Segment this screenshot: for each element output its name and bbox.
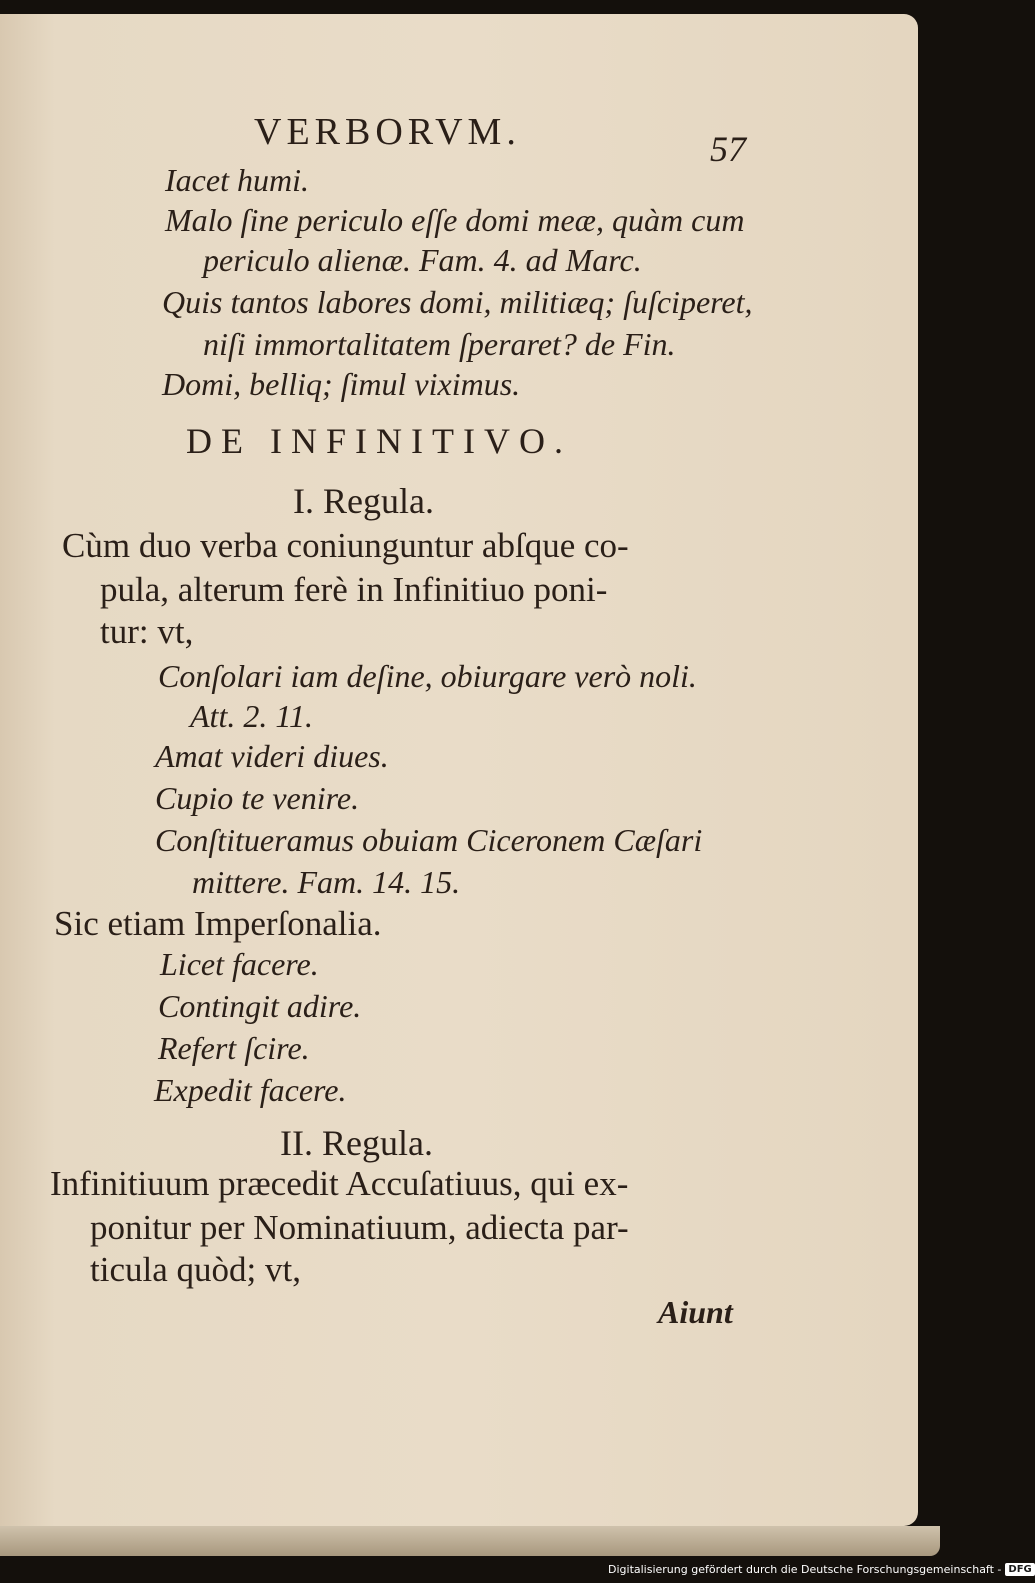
- rule-text-line: ticula quòd; vt,: [90, 1250, 301, 1289]
- text-line: Iacet humi.: [165, 162, 309, 198]
- text-line: Malo ſine periculo eſſe domi meæ, quàm cum: [165, 202, 745, 238]
- catchword: Aiunt: [658, 1294, 733, 1330]
- example-line: Cupio te venire.: [155, 780, 360, 816]
- example-line: mittere. Fam. 14. 15.: [192, 864, 461, 900]
- example-line: Amat videri diues.: [155, 738, 389, 774]
- rule-text-line: Infinitiuum præcedit Accuſatiuus, qui ex-: [50, 1164, 629, 1203]
- rule-text-line: ponitur per Nominatiuum, adiecta par-: [90, 1208, 629, 1247]
- impersonal-intro: Sic etiam Imperſonalia.: [54, 904, 382, 943]
- page-number: 57: [710, 129, 746, 169]
- dfg-logo-icon: DFG: [1005, 1563, 1034, 1576]
- rule-text-line: tur: vt,: [100, 612, 194, 651]
- book-page: [0, 14, 918, 1526]
- impersonal-example: Expedit facere.: [154, 1072, 347, 1108]
- rule-text-line: pula, alterum ferè in Infinitiuo poni-: [100, 570, 608, 609]
- rule-title: I. Regula.: [293, 481, 434, 521]
- text-line: niſi immortalitatem ſperaret? de Fin.: [203, 326, 676, 362]
- footer-text: Digitalisierung gefördert durch die Deutsche Forschungsgemeinschaft -: [608, 1562, 1002, 1576]
- impersonal-example: Licet facere.: [160, 946, 319, 982]
- text-line: periculo alienæ. Fam. 4. ad Marc.: [203, 242, 642, 278]
- running-head: VERBORVM.: [254, 111, 521, 153]
- example-line: Conſtitueramus obuiam Ciceronem Cæſari: [155, 822, 703, 858]
- page-edge: [0, 1526, 940, 1556]
- example-line: Conſolari iam deſine, obiurgare verò noli.: [158, 658, 697, 694]
- rule-text-line: Cùm duo verba coniunguntur abſque co-: [62, 526, 629, 565]
- section-title: DE INFINITIVO.: [186, 421, 572, 461]
- example-line: Att. 2. 11.: [190, 698, 313, 734]
- text-line: Domi, belliq; ſimul viximus.: [162, 366, 521, 402]
- rule-title: II. Regula.: [280, 1123, 433, 1163]
- digitization-footer: [608, 1560, 1035, 1578]
- impersonal-example: Contingit adire.: [158, 988, 362, 1024]
- text-line: Quis tantos labores domi, militiæq; ſuſciperet,: [162, 284, 753, 320]
- impersonal-example: Refert ſcire.: [158, 1030, 310, 1066]
